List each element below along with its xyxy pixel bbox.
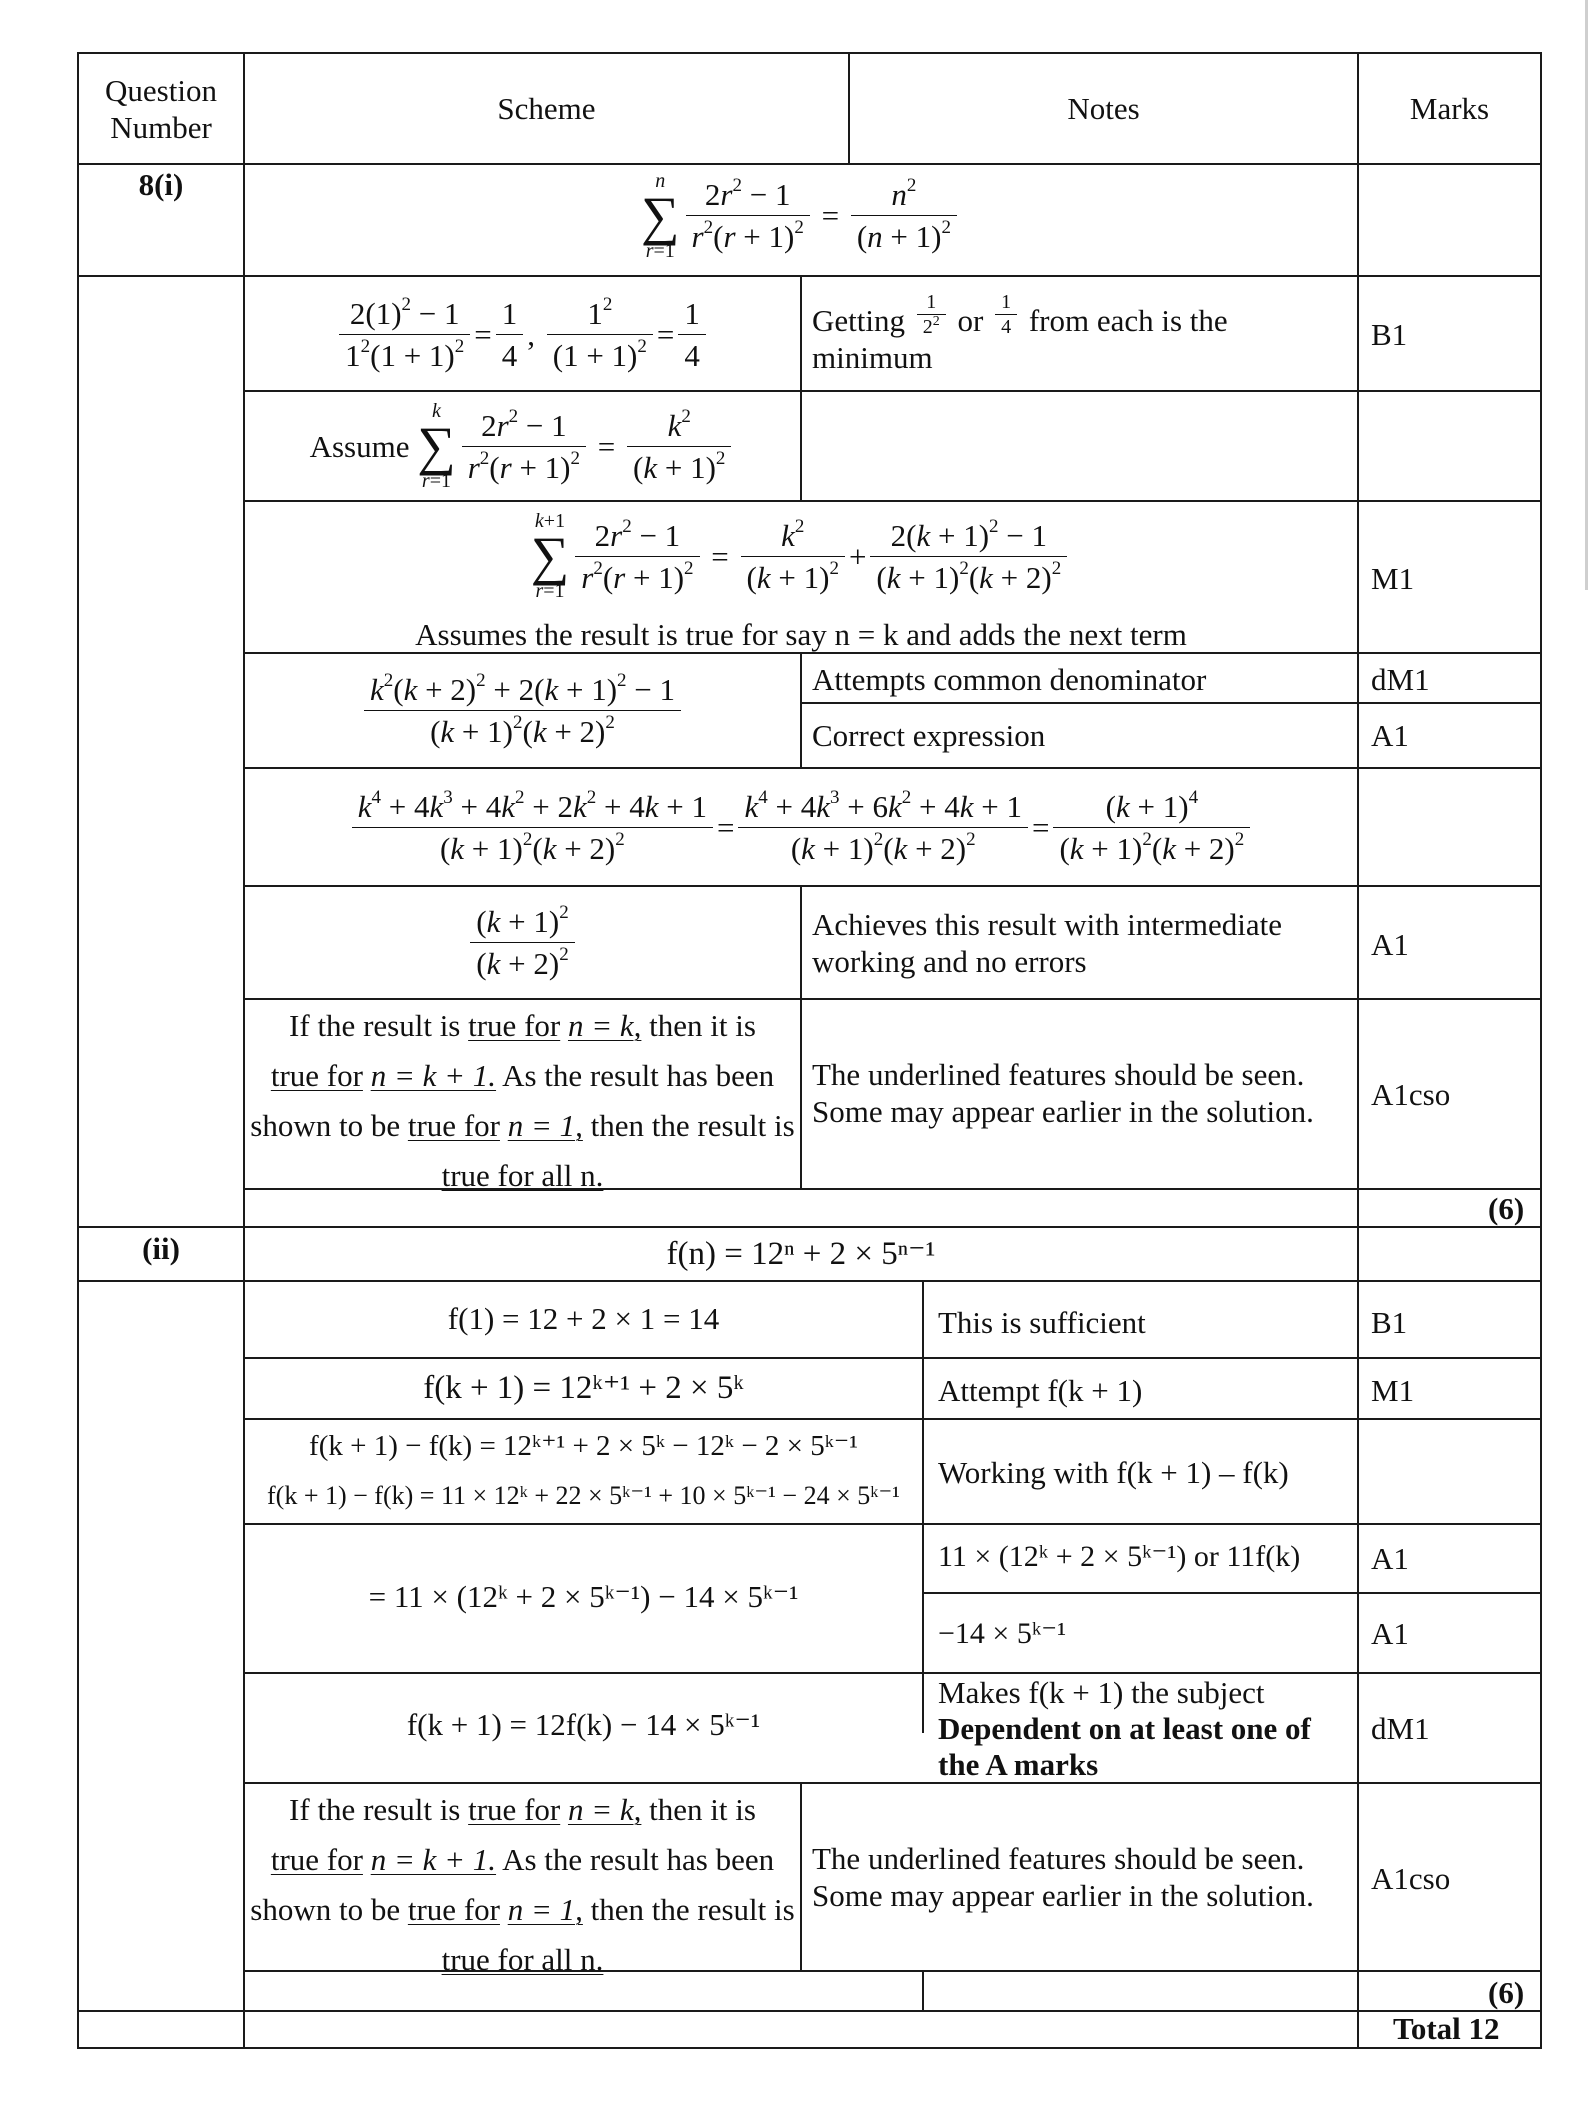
total-marks: Total 12 <box>1393 2011 1500 2046</box>
part-i-base-note: Getting $\frac{1}{2^2}$ or $\frac{1}{4}$ from each is the minimum <box>812 291 1228 375</box>
part-i-subtotal: (6) <box>1488 1191 1525 1226</box>
part-ii-step1-note: Attempt f(k + 1) <box>938 1373 1143 1408</box>
part-ii-base-mark: B1 <box>1371 1305 1408 1340</box>
part-ii-step2a: f(k + 1) − f(k) = 12ᵏ⁺¹ + 2 × 5ᵏ − 12ᵏ − 2 × 5ᵏ⁻¹ <box>309 1430 858 1462</box>
rule <box>77 1280 1542 1282</box>
part-i-result-note: Achieves this result with intermediate working and no errors <box>812 907 1283 979</box>
rule <box>77 163 1542 165</box>
conclusion-text: As the result has been shown to be <box>250 1058 775 1143</box>
conclusion-underline: true for <box>407 1892 500 1927</box>
rule <box>243 885 1542 887</box>
part-i-next-term-mark: M1 <box>1371 561 1415 596</box>
rule <box>800 652 802 768</box>
part-i-correct-expr-note: Correct expression <box>812 718 1046 753</box>
part-ii-base-note: This is sufficient <box>938 1305 1146 1340</box>
conclusion-math: n = 1, <box>507 1108 583 1143</box>
part-i-common-denom-note: Attempts common denominator <box>812 662 1207 697</box>
part-i-base-mark: B1 <box>1371 317 1408 352</box>
conclusion-text: then the result is <box>590 1108 795 1143</box>
part-i-base-case: $\frac{2(1)^2 - 1}{1^2(1 + 1)^2}$ = $\frac{1}{4}$ , $\frac{1^2}{(1 + 1)^2}$ = $\frac{1}{4}$ <box>245 280 800 388</box>
conclusion-math: n = k + 1. <box>370 1058 497 1093</box>
part-i-result-mark: A1 <box>1371 927 1409 962</box>
part-ii-step2-note: Working with f(k + 1) – f(k) <box>938 1455 1289 1490</box>
part-ii-step2b: f(k + 1) − f(k) = 11 × 12ᵏ + 22 × 5ᵏ⁻¹ + 10 × 5ᵏ⁻¹ − 24 × 5ᵏ⁻¹ <box>267 1481 900 1510</box>
header-notes: Notes <box>1067 91 1140 126</box>
conclusion-math: n = 1, <box>507 1892 583 1927</box>
conclusion-text: If the result is <box>289 1792 461 1827</box>
conclusion-underline: true for all n. <box>441 1942 604 1977</box>
rule <box>77 52 1542 54</box>
base-note-or: or <box>957 303 984 338</box>
base-note-rest: from each is the minimum <box>812 303 1228 375</box>
part-ii-base: f(1) = 12 + 2 × 1 = 14 <box>447 1301 720 1336</box>
part-ii-step4-note-2: Dependent on at least one of the A marks <box>938 1711 1311 1782</box>
part-i-common-denom: $\frac{k^2(k + 2)^2 + 2(k + 1)^2 - 1}{(k + 1)^2(k + 2)^2}$ <box>245 656 800 764</box>
rule <box>922 1970 924 2010</box>
part-ii-subtotal: (6) <box>1488 1975 1525 2010</box>
part-i-conclusion-mark: A1cso <box>1371 1077 1451 1112</box>
part-i-label: 8(i) <box>138 167 184 202</box>
base-note-getting: Getting <box>812 303 905 338</box>
part-i-result: $\frac{(k + 1)^2}{(k + 2)^2}$ <box>245 888 800 996</box>
conclusion-underline: true for <box>468 1008 561 1043</box>
part-i-correct-expr-mark: A1 <box>1371 718 1409 753</box>
part-ii-step1-mark: M1 <box>1371 1373 1415 1408</box>
rule <box>243 1672 1542 1674</box>
header-scheme: Scheme <box>497 91 596 126</box>
rule <box>1540 52 1542 2049</box>
rule <box>77 275 1542 277</box>
assume-word: Assume <box>309 428 410 464</box>
rule <box>77 2010 1542 2012</box>
rule <box>243 1418 1542 1420</box>
part-ii-label: (ii) <box>142 1231 180 1266</box>
part-i-assume: Assume k ∑ r=1 $\frac{2r^2 - 1}{r^2(r + 1)^2}$ = $\frac{k^2}{(k + 1)^2}$ <box>245 392 800 500</box>
conclusion-text: then it is <box>649 1792 756 1827</box>
part-ii-step3-note-a: 11 × (12ᵏ + 2 × 5ᵏ⁻¹) or 11f(k) <box>938 1540 1301 1573</box>
conclusion-text: If the result is <box>289 1008 461 1043</box>
part-ii-step3-note-b: −14 × 5ᵏ⁻¹ <box>938 1617 1067 1650</box>
rule <box>800 275 802 501</box>
rule <box>800 1782 802 1971</box>
rule <box>77 2047 1542 2049</box>
part-i-conclusion <box>250 1001 795 1201</box>
part-ii-step4-mark: dM1 <box>1371 1711 1430 1746</box>
conclusion-underline: true for <box>407 1108 500 1143</box>
part-ii-step1: f(k + 1) = 12ᵏ⁺¹ + 2 × 5ᵏ <box>423 1370 744 1406</box>
part-ii-conclusion-mark: A1cso <box>1371 1861 1451 1896</box>
rule <box>800 702 1542 704</box>
conclusion-math: n = k, <box>567 1008 642 1043</box>
rule <box>243 767 1542 769</box>
conclusion-text: As the result has been shown to be <box>250 1842 775 1927</box>
part-i-next-term-note: Assumes the result is true for say n = k and adds the next term <box>415 617 1187 652</box>
part-ii-conclusion <box>250 1785 795 1985</box>
part-ii-step3-mark-b: A1 <box>1371 1616 1409 1651</box>
rule <box>800 885 802 1189</box>
conclusion-math: n = k, <box>567 1792 642 1827</box>
rule <box>922 1592 1542 1594</box>
part-ii-step4-note-1: Makes f(k + 1) the subject <box>938 1675 1265 1710</box>
conclusion-text: then it is <box>649 1008 756 1043</box>
part-i-statement: n ∑ r=1 $\frac{2r^2 - 1}{r^2(r + 1)^2}$ = $\frac{n^2}{(n + 1)^2}$ <box>245 168 1357 263</box>
rule <box>243 500 1542 502</box>
part-i-common-denom-mark: dM1 <box>1371 662 1430 697</box>
part-i-next-term: k+1 ∑ r=1 $\frac{2r^2 - 1}{r^2(r + 1)^2}$ = $\frac{k^2}{(k + 1)^2}$ + $\frac{2(k + 1)^2 - 1}{(k + 1)^2(k + 2)^2}$ <box>245 506 1357 606</box>
conclusion-underline: true for <box>270 1842 363 1877</box>
rule <box>77 1226 1542 1228</box>
rule <box>77 52 79 2049</box>
part-ii-statement: f(n) = 12ⁿ + 2 × 5ⁿ⁻¹ <box>666 1236 936 1272</box>
conclusion-text: then the result is <box>590 1892 795 1927</box>
part-i-conclusion-note: The underlined features should be seen. Some may appear earlier in the solution. <box>812 1057 1314 1129</box>
rule <box>243 1523 1542 1525</box>
conclusion-math: n = k + 1. <box>370 1842 497 1877</box>
part-ii-conclusion-note: The underlined features should be seen. Some may appear earlier in the solution. <box>812 1841 1314 1913</box>
part-i-expansion: $\frac{k^4 + 4k^3 + 4k^2 + 2k^2 + 4k + 1}{(k + 1)^2(k + 2)^2}$ = $\frac{k^4 + 4k^3 + 6k^2 + 4k + 1}{(k + 1)^2(k + 2)^2}$ = $\frac{(k + 1)^4}{(k + 1)^2(k + 2)^2}$ <box>245 771 1357 883</box>
rule <box>243 1357 1542 1359</box>
conclusion-underline: true for <box>468 1792 561 1827</box>
conclusion-underline: true for <box>270 1058 363 1093</box>
rule <box>1357 52 1359 2049</box>
part-ii-step4: f(k + 1) = 12f(k) − 14 × 5ᵏ⁻¹ <box>406 1707 761 1742</box>
header-question-number: Question Number <box>105 73 217 145</box>
part-ii-step3: = 11 × (12ᵏ + 2 × 5ᵏ⁻¹) − 14 × 5ᵏ⁻¹ <box>368 1579 799 1614</box>
part-ii-step3-mark-a: A1 <box>1371 1541 1409 1576</box>
rule <box>922 1280 924 1733</box>
rule <box>243 998 1542 1000</box>
header-marks: Marks <box>1409 91 1490 126</box>
conclusion-underline: true for all n. <box>441 1158 604 1193</box>
